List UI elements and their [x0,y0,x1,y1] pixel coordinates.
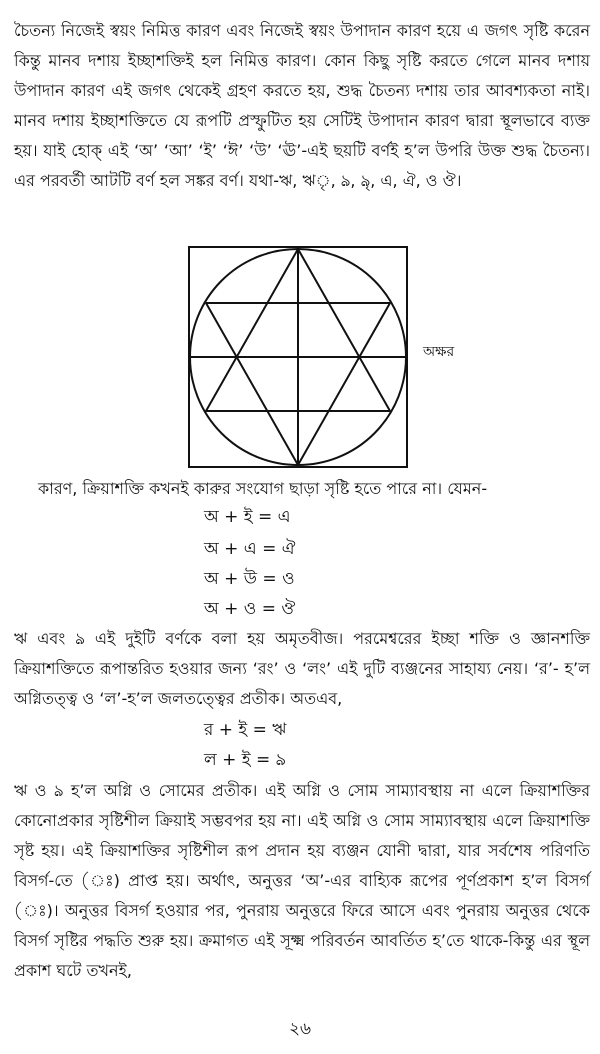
equation-ra-i: র + ই = ঋ [204,720,287,740]
equation-la-i: ল + ই = ঌ [204,750,286,770]
equation-a-e: অ + এ = ঐ [204,539,296,559]
paragraph-agni-soma: ঋ ও ঌ হ’ল অগ্নি ও সোমের প্রতীক। এই অগ্নি ও সোম সাম্যাবস্থায় না এলে ক্রিয়াশক্তির কোনোপ্রকার সৃষ্টিশীল ক্রিয়াই সম্ভবপর হয় না। এই অগ্নি ও সোম সাম্যাবস্থায় এলে ক্রিয়াশক্তি সৃষ্ট হয়। এই ক্রিয়াশক্তির সৃষ্টিশীল রূপ প্রদান হয় ব্যঞ্জন যোনী দ্বারা, যার সর্বশেষ পরিণতি বিসর্গ-তে (ঃ) প্রাপ্ত হয়। অর্থাৎ, অনুত্তর ‘অ’-এর বাহ্যিক রূপের পূর্ণপ্রকাশ হ’ল বিসর্গ (ঃ)। অনুত্তর বিসর্গ হওয়ার পর, পুনরায় অনুত্তরে ফিরে আসে এবং পুনরায় অনুত্তর থেকে বিসর্গ সৃষ্টির পদ্ধতি শুরু হয়। ক্রমাগত এই সূক্ষ্ম পরিবর্তন আবর্তিত হ’তে থাকে-কিন্তু এর স্থূল প্রকাশ ঘটে তখনই, [14,781,590,980]
page-number: ২৬ [288,1019,312,1039]
akshara-yantra-diagram [188,246,408,472]
paragraph-kriyashakti: কারণ, ক্রিয়াশক্তি কখনই কারুর সংযোগ ছাড়া সৃষ্টি হতে পারে না। যেমন- [38,479,488,498]
diagram-label: অক্ষর [423,344,455,360]
equation-a-u: অ + উ = ও [204,569,295,589]
paragraph-intro: চৈতন্য নিজেই স্বয়ং নিমিত্ত কারণ এবং নিজেই স্বয়ং উপাদান কারণ হয়ে এ জগৎ সৃষ্টি করেন কিন্তু মানব দশায় ইচ্ছাশক্তিই হল নিমিত্ত কারণ। কোন কিছু সৃষ্টি করতে গেলে মানব দশায় উপাদান কারণ এই জগৎ থেকেই গ্রহণ করতে হয়, শুদ্ধ চৈতন্য দশায় তার আবশ্যকতা নাই। মানব দশায় ইচ্ছাশক্তিতে যে রূপটি প্রস্ফুটিত হয় সেটিই উপাদান কারণ দ্বারা স্থূলভাবে ব্যক্ত হয়। যাই হোক্ এই ‘অ’ ‘আ’ ‘ই’ ‘ঈ’ ‘উ’ ‘ঊ’-এই ছয়টি বর্ণই হ’ল উপরি উক্ত শুদ্ধ চৈতন্য। এর পরবর্তী আটটি বর্ণ হল সঙ্কর বর্ণ। যথা-ঋ, ঋৃ, ঌ, ঌৃ, এ, ঐ, ও ঔ। [14,21,590,190]
paragraph-amritabija: ঋ এবং ঌ এই দুইটি বর্ণকে বলা হয় অমৃতবীজ। পরমেশ্বরের ইচ্ছা শক্তি ও জ্ঞানশক্তি ক্রিয়াশক্তিতে রূপান্তরিত হওয়ার জন্য ‘রং’ ও ‘লং’ এই দুটি ব্যঞ্জনের সাহায্য নেয়। ‘র’- হ’ল অগ্নিতত্ত্ব ও ‘ল’-হ’ল জলতত্ত্বের প্রতীক। অতএব, [14,629,590,708]
equation-a-i: অ + ই = এ [204,507,291,527]
equation-a-o: অ + ও = ঔ [204,599,296,619]
